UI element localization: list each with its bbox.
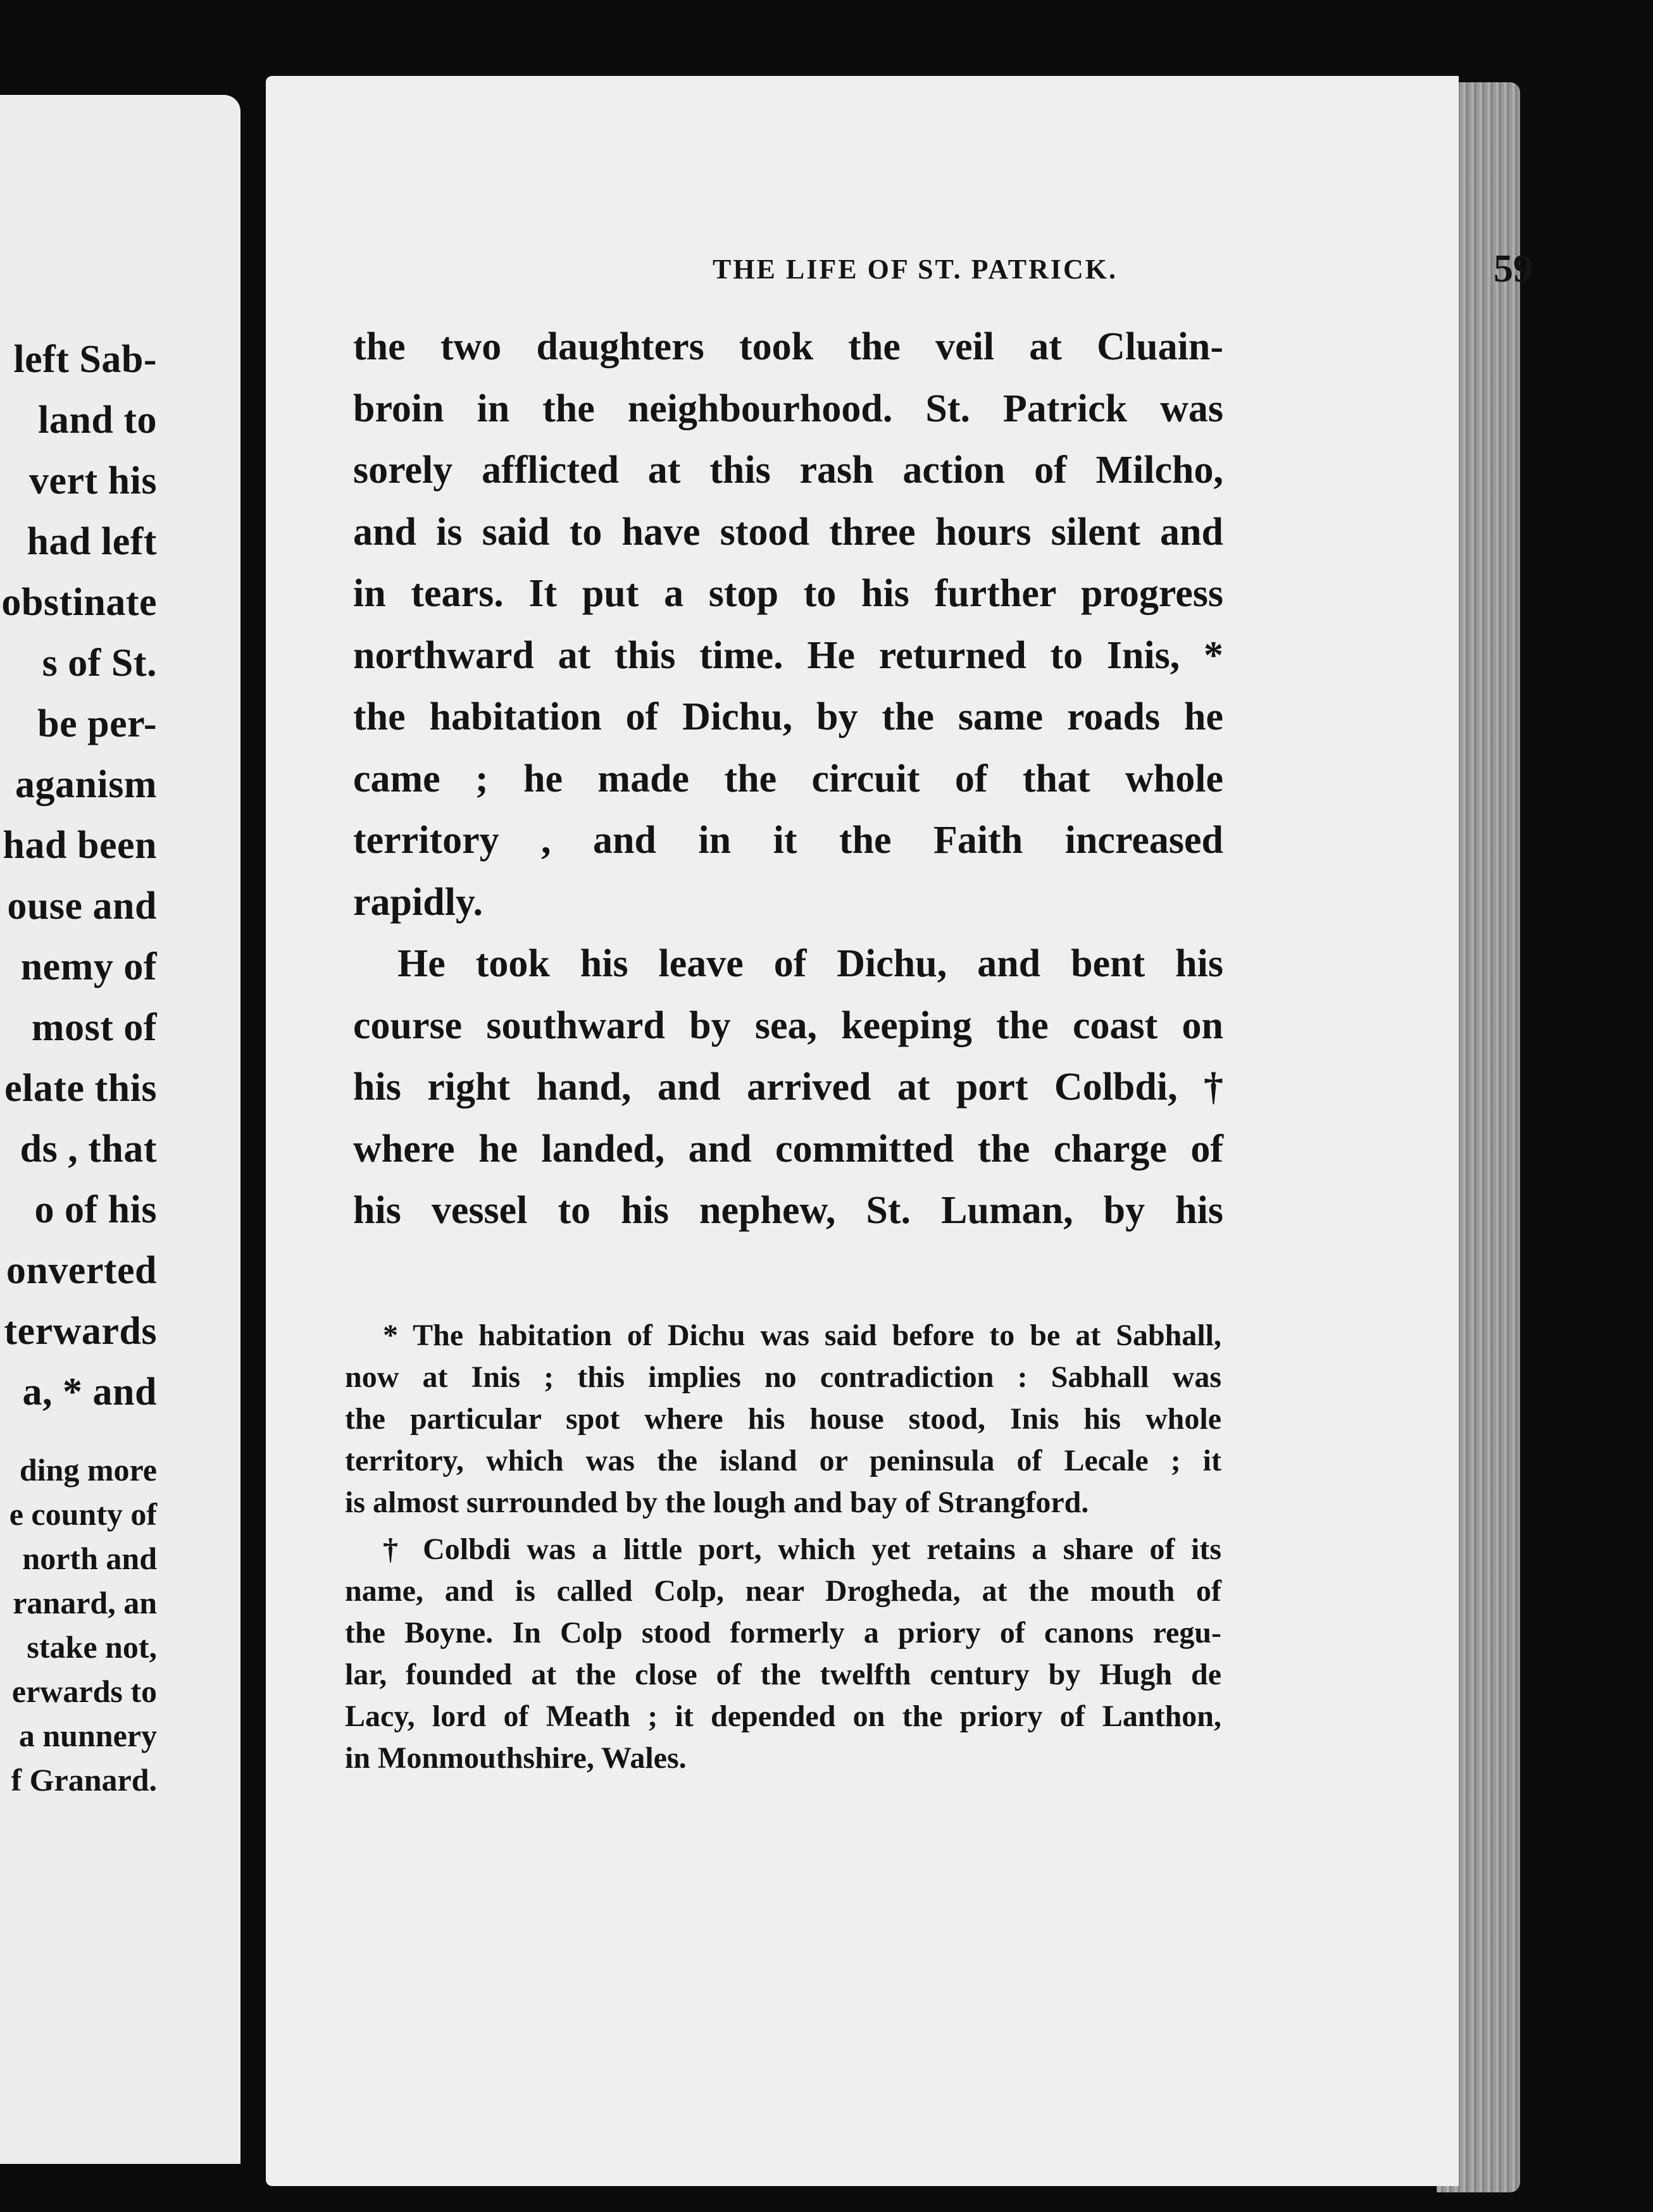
running-head-title: THE LIFE OF ST. PATRICK. (712, 254, 1118, 285)
body-line: rapidly. (353, 880, 483, 924)
footnote-line: * The habitation of Dichu was said before to be at Sabhall, (383, 1319, 1221, 1352)
body-text (353, 316, 1223, 1242)
footnote-line: the particular spot where his house stood, Inis his whole (345, 1402, 1221, 1436)
left-page-line: onverted (6, 1249, 157, 1292)
body-line: broin in the neighbourhood. St. Patrick was (353, 387, 1223, 430)
left-page-footnote-line: stake not, (27, 1629, 157, 1665)
footnote-line: now at Inis ; this implies no contradiction : Sabhall was (345, 1360, 1221, 1394)
body-line: northward at this time. He returned to Inis, * (353, 633, 1223, 677)
left-page-line: vert his (28, 459, 157, 502)
body-line: his right hand, and arrived at port Colbdi, † (353, 1066, 1223, 1109)
left-page-footnote-line: f Granard. (11, 1762, 157, 1798)
left-page (0, 95, 240, 2164)
left-page-footnote-line: e county of (9, 1496, 157, 1532)
left-page-line: left Sab- (13, 338, 157, 381)
left-page-footnote-line: a nunnery (18, 1718, 157, 1753)
body-line: where he landed, and committed the charge of (353, 1127, 1223, 1171)
footnote-line: name, and is called Colp, near Drogheda, at the mouth of (345, 1574, 1221, 1608)
left-page-line: had left (27, 520, 157, 563)
body-line: came ; he made the circuit of that whole (353, 757, 1223, 800)
left-page-footnote-line: north and (22, 1541, 157, 1576)
footnote-line: the Boyne. In Colp stood formerly a priory of canons regu- (345, 1616, 1221, 1650)
body-line: sorely afflicted at this rash action of Milcho, (353, 449, 1223, 492)
body-line: He took his leave of Dichu, and bent his (397, 942, 1223, 985)
footnote-line: territory, which was the island or peninsula of Lecale ; it (345, 1444, 1221, 1477)
left-page-line: elate this (4, 1067, 157, 1110)
body-line: the two daughters took the veil at Cluain- (353, 325, 1223, 368)
left-page-footnote-line: ranard, an (13, 1585, 157, 1620)
footnote-line: Lacy, lord of Meath ; it depended on the priory of Lanthon, (345, 1699, 1221, 1733)
footnotes (345, 1315, 1221, 1779)
left-page-line: s of St. (42, 642, 157, 685)
left-page-line: land to (38, 399, 157, 442)
running-head (278, 247, 1552, 297)
left-page-line: obstinate (1, 581, 157, 624)
footnote-line: lar, founded at the close of the twelfth century by Hugh de (345, 1658, 1221, 1691)
left-page-line: nemy of (20, 945, 157, 988)
footnote-line: in Monmouthshire, Wales. (345, 1741, 687, 1775)
left-page-line: o of his (34, 1188, 157, 1231)
left-page-line: a, * and (22, 1370, 157, 1414)
left-page-line: ouse and (7, 885, 157, 928)
body-line: course southward by sea, keeping the coast on (353, 1003, 1223, 1047)
left-page-line: most of (31, 1006, 157, 1049)
left-page-footnote-line: ding more (19, 1452, 157, 1488)
left-page-footnote-line: erwards to (11, 1674, 157, 1709)
left-page-text (1, 329, 157, 1802)
body-line: his vessel to his nephew, St. Luman, by his (353, 1189, 1223, 1232)
body-line: territory , and in it the Faith increased (353, 819, 1223, 862)
footnote-line: † Colbdi was a little port, which yet retains a share of its (383, 1532, 1221, 1566)
left-page-line: ds , that (20, 1128, 157, 1171)
body-line: and is said to have stood three hours silent and (353, 510, 1223, 554)
footnote-line: is almost surrounded by the lough and bay of Strangford. (345, 1486, 1089, 1519)
body-line: in tears. It put a stop to his further progress (353, 572, 1223, 615)
left-page-line: had been (3, 824, 157, 867)
left-page-line: aganism (15, 763, 157, 806)
left-page-line: terwards (4, 1310, 157, 1353)
body-line: the habitation of Dichu, by the same roads he (353, 695, 1223, 738)
left-page-line: be per- (37, 702, 157, 745)
page-number: 59 (1494, 247, 1533, 290)
